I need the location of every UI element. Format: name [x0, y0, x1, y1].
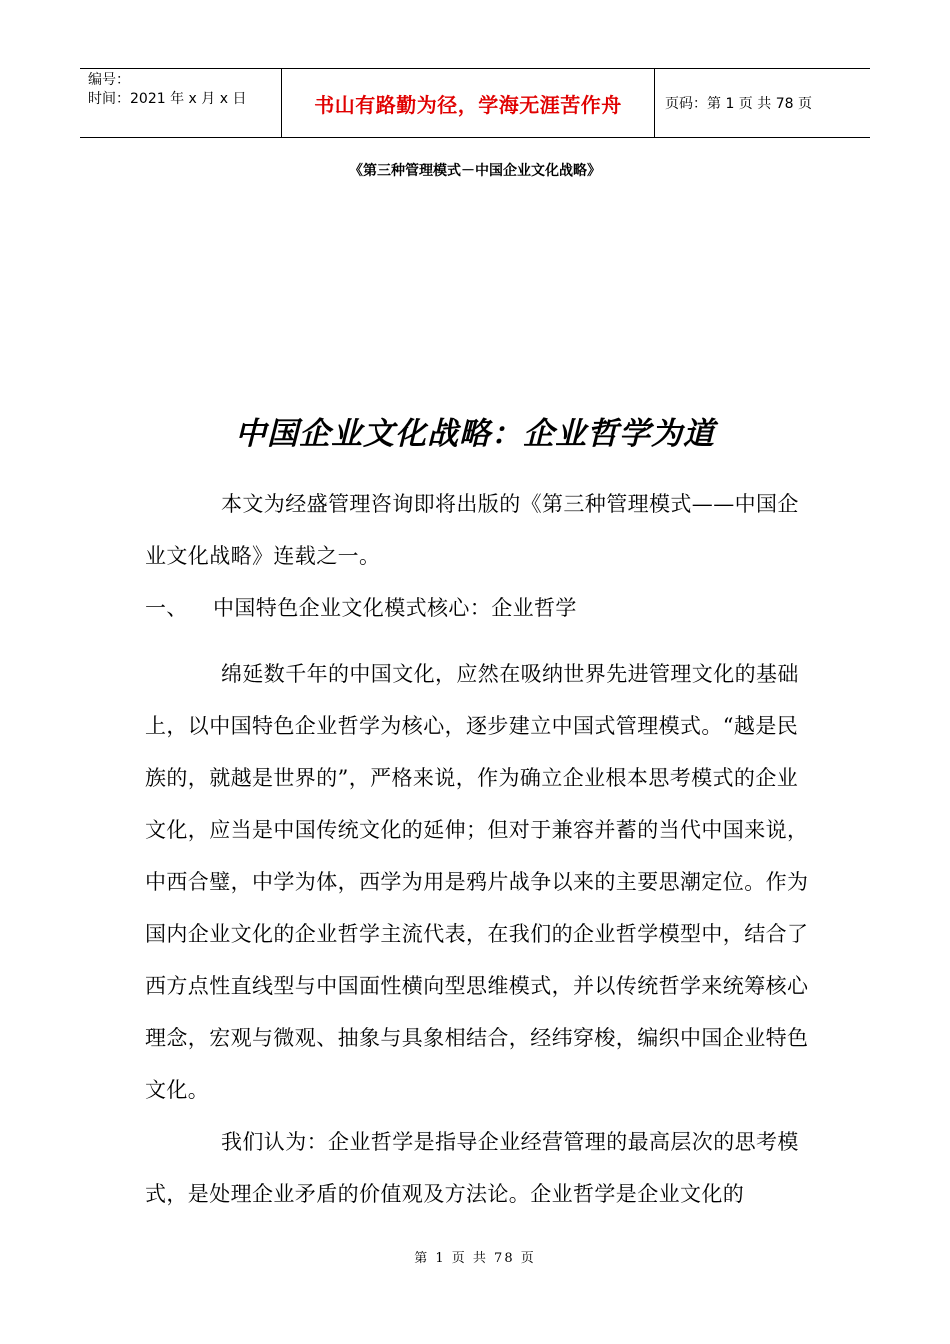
body-paragraph-1: 绵延数千年的中国文化，应然在吸纳世界先进管理文化的基础上，以中国特色企业哲学为核心，逐步建立中国式管理模式。“越是民族的，就越是世界的”，严格来说，作为确立企业根本思考模式的企业文化，应当是中国传统文化的延伸；但对于兼容并蓄的当代中国来说，中西合璧，中学为体，西学为用是鸦片战争以来的主要思潮定位。作为国内企业文化的企业哲学主流代表，在我们的企业哲学模型中，结合了西方点性直线型与中国面性横向型思维模式，并以传统哲学来统筹核心理念，宏观与微观、抽象与具象相结合，经纬穿梭，编织中国企业特色文化。	[145, 662, 809, 1102]
body-paragraph-2: 我们认为：企业哲学是指导企业经营管理的最高层次的思考模式，是处理企业矛盾的价值观及方法论。企业哲学是企业文化的	[145, 1130, 799, 1206]
section-heading-text: 中国特色企业文化模式核心：企业哲学	[213, 596, 577, 620]
header-meta	[80, 69, 282, 137]
document-date: 时间：2021 年 x 月 x 日	[88, 91, 247, 107]
header-page-info: 页码：第 1 页 共 78 页	[665, 96, 812, 112]
page-footer: 第 1 页 共 78 页	[414, 1251, 536, 1266]
header-motto: 书山有路勤为径，学海无涯苦作舟	[282, 69, 655, 137]
section-number: 一、	[145, 596, 188, 620]
section-heading	[145, 582, 810, 634]
article-intro-block	[145, 478, 810, 634]
intro-paragraph: 本文为经盛管理咨询即将出版的《第三种管理模式——中国企业文化战略》连载之一。	[145, 492, 799, 568]
document-number-label: 编号：	[88, 72, 130, 88]
article-body-block	[145, 648, 810, 1220]
page-title: 中国企业文化战略：企业哲学为道	[235, 416, 715, 452]
document-subtitle: 《第三种管理模式－中国企业文化战略》	[349, 163, 601, 179]
page-header	[80, 68, 870, 138]
